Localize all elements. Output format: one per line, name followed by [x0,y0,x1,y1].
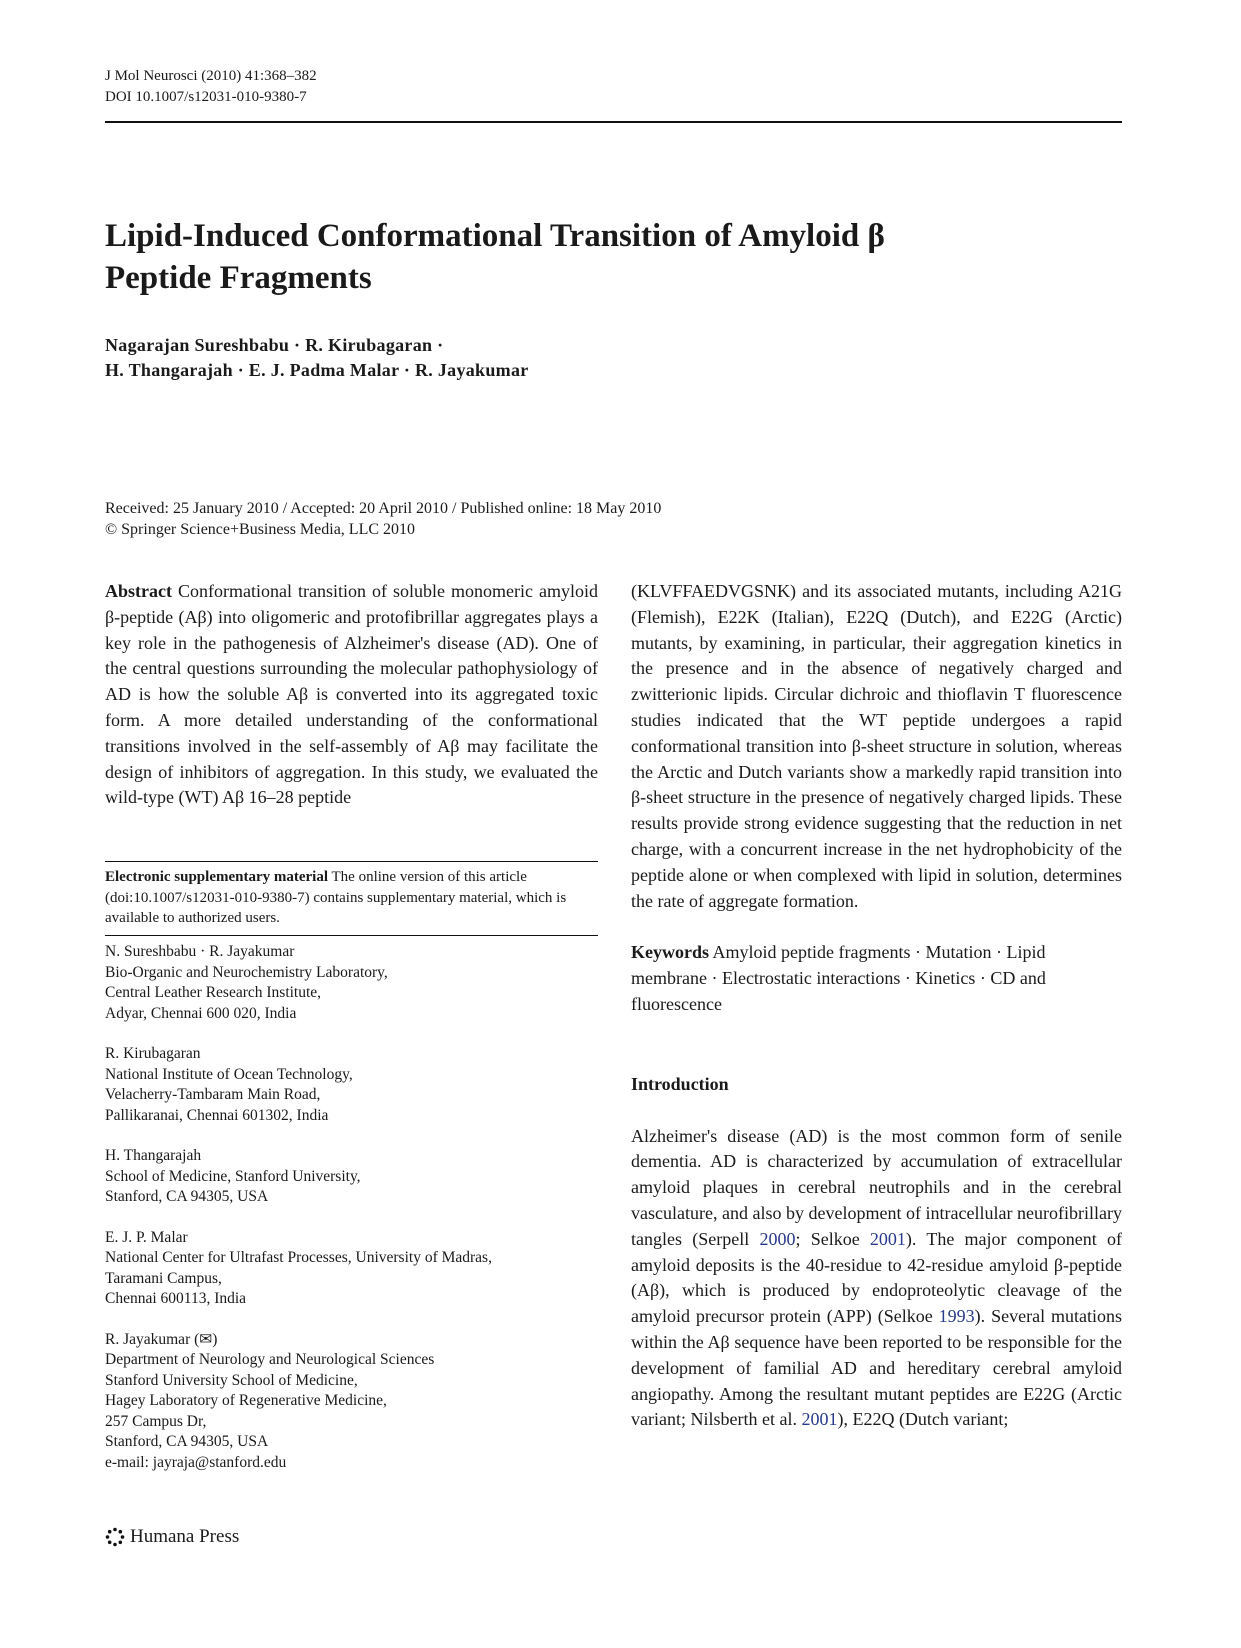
affiliations [105,942,598,1493]
authors-line-1: Nagarajan Sureshbabu · R. Kirubagaran · [105,335,444,355]
title-line-1: Lipid-Induced Conformational Transition of Amyloid β [105,218,885,254]
publication-dates [105,498,661,540]
introduction-paragraph [631,1124,1122,1434]
abstract-label: Abstract [105,581,172,601]
publisher-name: Humana Press [130,1526,240,1547]
affiliation-line: R. Jayakumar (✉) [105,1330,218,1348]
affiliation-line: E. J. P. Malar [105,1228,188,1246]
article-title [105,215,885,299]
intro-text: Alzheimer's disease (AD) is the most common form of senile dementia. AD is characterized by accumulation of extracellular amyloid plaques in cerebral neutrophils and in the cerebral vasculature, and also by development of intracellular neurofibrillary tangles (Serpell [631,1125,1122,1249]
affiliation-line: National Center for Ultrafast Processes, University of Madras, [105,1249,492,1266]
affiliation-line: National Institute of Ocean Technology, [105,1065,353,1083]
intro-text: ), E22Q (Dutch variant; [837,1409,1009,1430]
supplementary-text: The online version of this article (doi:10.1007/s12031-010-9380-7) contains supplementary material, which is available to authorized users. [105,869,567,926]
supplementary-rule-top [105,861,598,862]
journal-citation: J Mol Neurosci (2010) 41:368–382 [105,68,317,84]
affiliation-line: N. Sureshbabu · R. Jayakumar [105,943,295,960]
affiliation-3 [105,1146,598,1208]
affiliation-line: Central Leather Research Institute, [105,984,322,1001]
abstract-paragraph [105,579,598,811]
abstract-left-column [105,579,598,811]
humana-press-logo-icon [105,1527,125,1547]
citation-link[interactable]: 1993 [938,1306,975,1327]
intro-text: ). Several mutations within the Aβ sequence have been reported to be responsible for the development of familial AD and hereditary cerebral amyloid angiopathy. Among the resultant mutant peptides are E22G (Arctic variant; Nilsberth et al. [631,1306,1123,1430]
affiliation-line: Stanford, CA 94305, USA [105,1433,269,1450]
history-dates: Received: 25 January 2010 / Accepted: 20 April 2010 / Published online: 18 May 2010 [105,500,662,517]
abstract-text-left: Conformational transition of soluble monomeric amyloid β-peptide (Aβ) into oligomeric and protofibrillar aggregates plays a key role in the pathogenesis of Alzheimer's disease (AD). One of the central questions surrounding the molecular pathophysiology of AD is how the soluble Aβ is converted into its aggregated toxic form. A more detailed understanding of the conformational transitions involved in the self-assembly of Aβ may facilitate the design of inhibitors of aggregation. In this study, we evaluated the wild-type (WT) Aβ 16–28 peptide [105,581,598,808]
keywords-text: Amyloid peptide fragments · Mutation · Lipid membrane · Electrostatic interactions · Kinetics · CD and fluorescence [631,942,1046,1014]
affiliation-email[interactable]: e-mail: jayraja@stanford.edu [105,1453,287,1471]
affiliation-line: Velacherry-Tambaram Main Road, [105,1086,321,1103]
intro-text: ). The major component of amyloid deposits is the 40-residue to 42-residue amyloid β-peptide (Aβ), which is produced by endoproteolytic cleavage of the amyloid precursor protein (APP) (Selkoe [631,1228,1122,1327]
affiliation-line: School of Medicine, Stanford University, [105,1167,361,1185]
affiliation-line: Pallikaranai, Chennai 601302, India [105,1106,329,1124]
copyright: © Springer Science+Business Media, LLC 2010 [105,521,416,538]
citation-link[interactable]: 2000 [759,1228,796,1249]
supplementary-label: Electronic supplementary material [105,869,329,885]
intro-text: ; Selkoe [795,1228,870,1249]
affiliation-line: Bio-Organic and Neurochemistry Laboratory, [105,963,388,981]
affiliation-line: Taramani Campus, [105,1269,222,1287]
author-list [105,333,529,383]
affiliation-line: Chennai 600113, India [105,1290,247,1307]
citation-link[interactable]: 2001 [801,1409,838,1430]
introduction-heading: Introduction [631,1073,729,1094]
affiliation-line: 257 Campus Dr, [105,1412,207,1430]
affiliation-line: Stanford University School of Medicine, [105,1371,358,1389]
authors-line-2: H. Thangarajah · E. J. Padma Malar · R. Jayakumar [105,360,529,380]
header-rule [105,121,1122,123]
affiliation-5 [105,1330,598,1474]
affiliation-line: R. Kirubagaran [105,1045,201,1062]
affiliation-line: Hagey Laboratory of Regenerative Medicine, [105,1392,387,1409]
supplementary-rule-bottom [105,935,598,936]
affiliation-4 [105,1228,598,1310]
supplementary-note [105,867,598,929]
journal-header [105,66,317,108]
abstract-text-right: (KLVFFAEDVGSNK) and its associated mutants, including A21G (Flemish), E22K (Italian), E22Q (Dutch), and E22G (Arctic) mutants, by examining, in particular, their aggregation kinetics in the presence and in the absence of negatively charged and zwitterionic lipids. Circular dichroic and thioflavin T fluorescence studies indicated that the WT peptide undergoes a rapid conformational transition into β-sheet structure in solution, whereas the Arctic and Dutch variants show a markedly rapid transition into β-sheet structure in the presence of negatively charged lipids. These results provide strong evidence suggesting that the reduction in net charge, with a concurrent increase in the net hydrophobicity of the peptide alone or when complexed with lipid in solution, determines the rate of aggregate formation. [631,581,1122,911]
publisher-footer [105,1526,239,1548]
title-line-2: Peptide Fragments [105,260,372,296]
keywords-label: Keywords [631,942,709,963]
keywords [631,940,1122,1017]
right-column [631,579,1122,1433]
affiliation-2 [105,1044,598,1126]
journal-doi: DOI 10.1007/s12031-010-9380-7 [105,89,307,105]
affiliation-line: H. Thangarajah [105,1147,202,1164]
affiliation-line: Adyar, Chennai 600 020, India [105,1004,297,1022]
affiliation-line: Stanford, CA 94305, USA [105,1188,269,1205]
affiliation-1 [105,942,598,1024]
citation-link[interactable]: 2001 [869,1228,906,1249]
affiliation-line: Department of Neurology and Neurological Sciences [105,1351,435,1368]
